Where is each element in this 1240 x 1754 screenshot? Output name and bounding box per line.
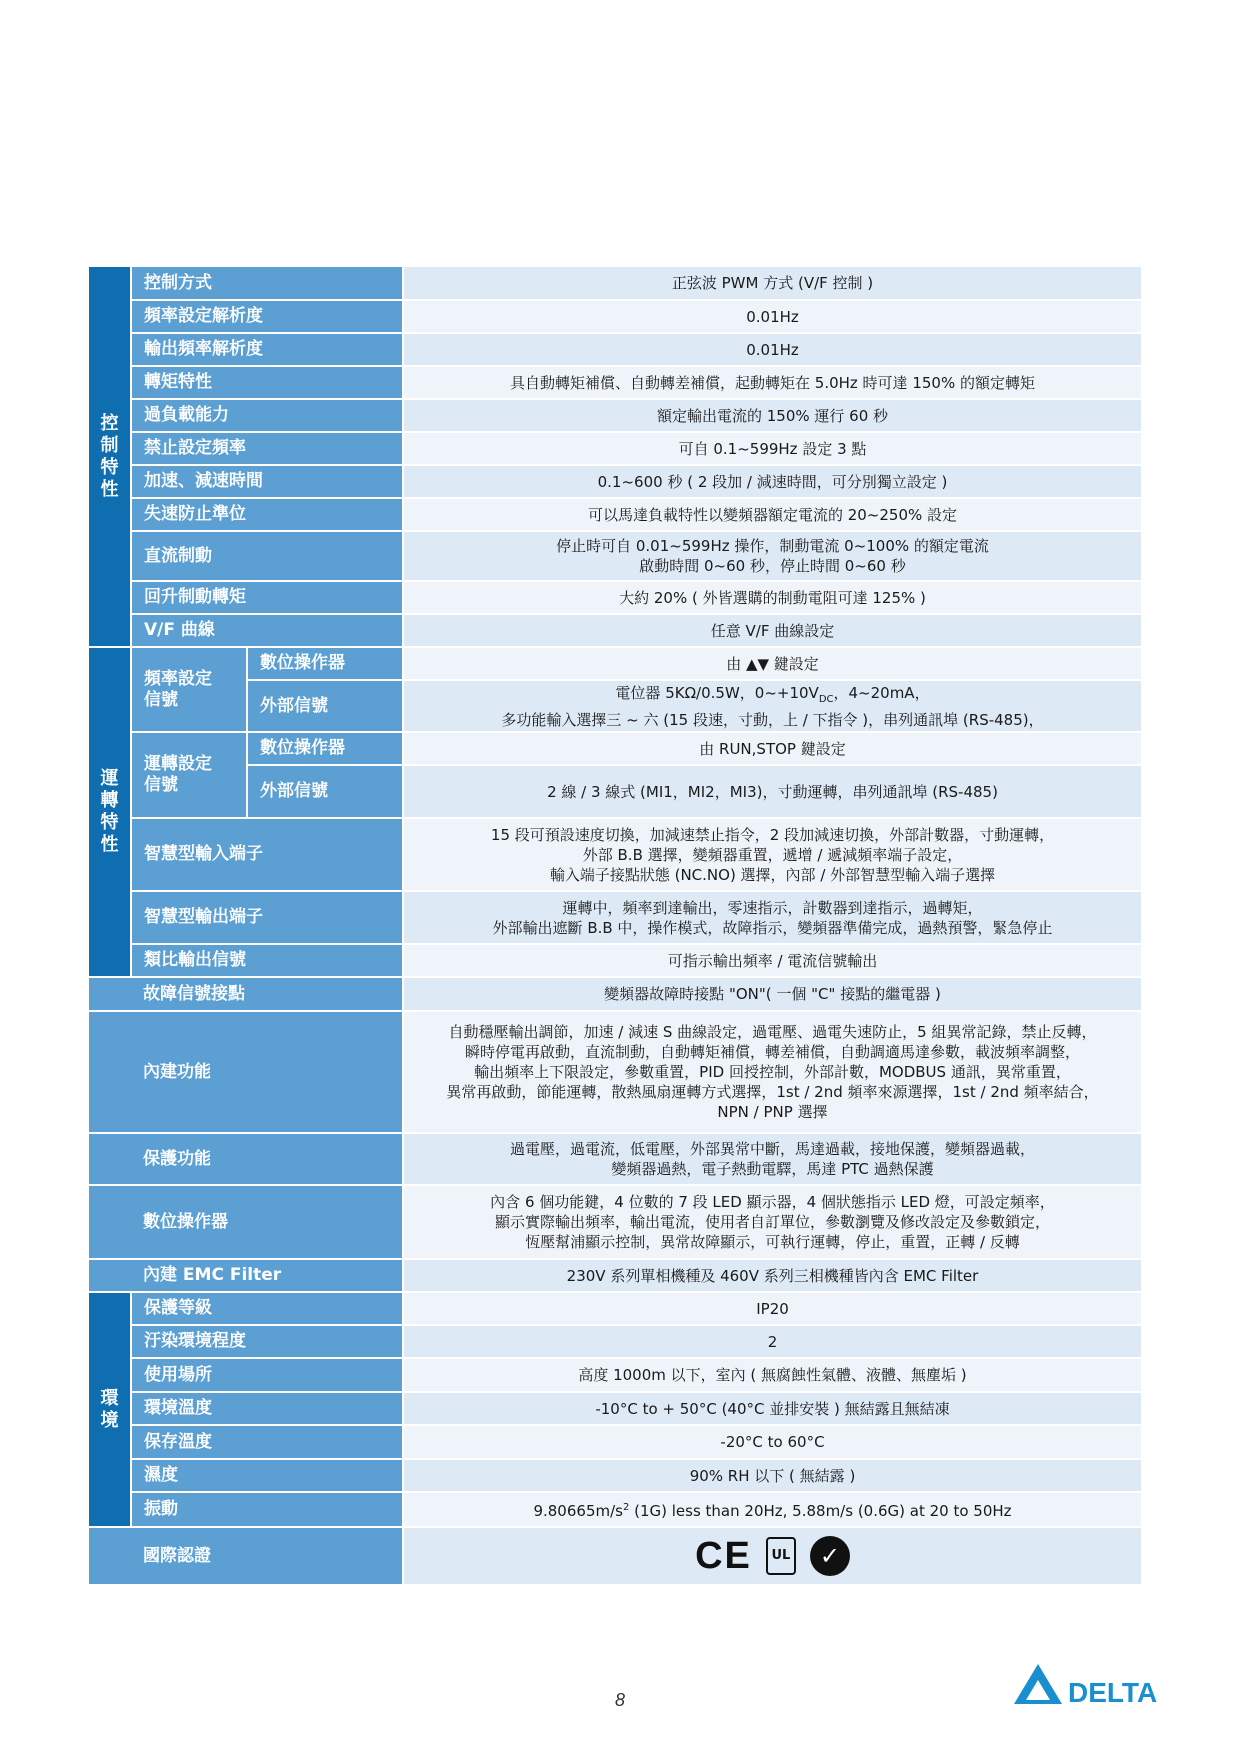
row-value (403, 1492, 1141, 1527)
table-row (89, 732, 1141, 765)
row-label: 輸出頻率解析度 (131, 333, 403, 366)
table-row (89, 465, 1141, 498)
table-row (89, 366, 1141, 399)
row-sublabel: 數位操作器 (247, 732, 403, 765)
row-label (131, 732, 247, 818)
row-value: IP20 (403, 1292, 1141, 1325)
row-label: V/F 曲線 (131, 614, 403, 647)
row-label: 轉矩特性 (131, 366, 403, 399)
row-value (403, 680, 1141, 732)
row-label: 智慧型輸入端子 (131, 818, 403, 891)
table-row (89, 614, 1141, 647)
value-line: 多功能輸入選擇三 ~ 六 (15 段速，寸動，上 / 下指令 )，串列通訊埠 (RS-485)， (501, 710, 1044, 729)
value-subscript: DC (818, 693, 834, 705)
row-label: 失速防止準位 (131, 498, 403, 531)
row-value: 由 ▲▼ 鍵設定 (403, 647, 1141, 680)
page-number: 8 (614, 1690, 625, 1710)
table-row (89, 765, 1141, 818)
row-label: 內建功能 (89, 1011, 403, 1133)
row-label: 保護等級 (131, 1292, 403, 1325)
value-line: 外部 B.B 選擇，變頻器重置，遞增 / 遞減頻率端子設定， (582, 845, 963, 864)
row-value: 2 (403, 1325, 1141, 1358)
row-value: 90% RH 以下 ( 無結露 ) (403, 1459, 1141, 1492)
table-row (89, 1011, 1141, 1133)
table-row (89, 1492, 1141, 1527)
table-row (89, 1358, 1141, 1392)
table-row (89, 300, 1141, 333)
row-value (403, 891, 1141, 944)
row-label: 數位操作器 (89, 1185, 403, 1259)
spec-table (89, 267, 1141, 1586)
row-label: 控制方式 (131, 267, 403, 300)
value-part: 電位器 5KΩ/0.5W，0~+10V (615, 683, 819, 702)
row-value (403, 1011, 1141, 1133)
table-row (89, 399, 1141, 432)
row-label: 濕度 (131, 1459, 403, 1492)
table-row (89, 977, 1141, 1011)
row-label: 國際認證 (89, 1527, 403, 1585)
row-value (403, 1527, 1141, 1585)
group-operation (89, 647, 131, 977)
label-line: 信號 (144, 689, 178, 710)
row-value: 2 線 / 3 線式 (MI1，MI2，MI3)，寸動運轉，串列通訊埠 (RS-485) (403, 765, 1141, 818)
group-control (89, 267, 131, 647)
value-line: 輸入端子接點狀態 (NC.NO) 選擇，內部 / 外部智慧型輸入端子選擇 (549, 865, 996, 884)
row-value: 任意 V/F 曲線設定 (403, 614, 1141, 647)
c-tick-mark-icon (810, 1536, 850, 1576)
row-label: 振動 (131, 1492, 403, 1527)
table-row (89, 680, 1141, 732)
table-row (89, 1425, 1141, 1459)
row-value: 由 RUN,STOP 鍵設定 (403, 732, 1141, 765)
row-value: 可以馬達負載特性以變頻器額定電流的 20~250% 設定 (403, 498, 1141, 531)
row-value (403, 818, 1141, 891)
row-value (403, 531, 1141, 581)
value-line: NPN / PNP 選擇 (717, 1103, 828, 1121)
row-value: -20°C to 60°C (403, 1425, 1141, 1459)
label-line: 運轉設定 (144, 754, 212, 774)
row-label: 過負載能力 (131, 399, 403, 432)
cert-marks (412, 1536, 1133, 1576)
table-row (89, 1527, 1141, 1585)
row-label: 內建 EMC Filter (89, 1259, 403, 1292)
table-row (89, 333, 1141, 366)
row-label: 加速、減速時間 (131, 465, 403, 498)
row-label: 保存溫度 (131, 1425, 403, 1459)
table-row (89, 1133, 1141, 1185)
row-value (403, 1133, 1141, 1185)
label-line: 信號 (144, 775, 178, 795)
row-label: 回升制動轉矩 (131, 581, 403, 614)
table-row (89, 498, 1141, 531)
value-line: 啟動時間 0~60 秒，停止時間 0~60 秒 (639, 557, 906, 575)
table-row (89, 1185, 1141, 1259)
row-label: 保護功能 (89, 1133, 403, 1185)
row-value: 可指示輸出頻率 / 電流信號輸出 (403, 944, 1141, 977)
row-value: -10°C to + 50°C (40°C 並排安裝 ) 無結露且無結凍 (403, 1392, 1141, 1425)
group-operation-text: 運轉特性 (100, 768, 119, 855)
row-label: 故障信號接點 (89, 977, 403, 1011)
table-row (89, 647, 1141, 680)
row-value: 大約 20% ( 外皆選購的制動電阻可達 125% ) (403, 581, 1141, 614)
row-value (403, 1185, 1141, 1259)
row-value: 正弦波 PWM 方式 (V/F 控制 ) (403, 267, 1141, 300)
table-row (89, 1325, 1141, 1358)
value-line: 過電壓，過電流，低電壓，外部異常中斷，馬達過載，接地保護，變頻器過載， (509, 1140, 1035, 1158)
table-row (89, 891, 1141, 944)
table-row (89, 581, 1141, 614)
group-environment (89, 1292, 131, 1527)
table-row (89, 531, 1141, 581)
row-label: 類比輸出信號 (131, 944, 403, 977)
value-line: 內含 6 個功能鍵，4 位數的 7 段 LED 顯示器，4 個狀態指示 LED 燈，可設定頻率， (490, 1193, 1055, 1211)
value-line: 瞬時停電再啟動，直流制動，自動轉矩補償，轉差補償，自動調適馬達參數，載波頻率調整， (464, 1043, 1080, 1061)
value-part: 9.80665m/s (533, 1502, 623, 1520)
value-part: (1G) less than 20Hz, 5.88m/s (0.6G) at 20 to 50Hz (629, 1502, 1012, 1520)
row-sublabel: 外部信號 (247, 680, 403, 732)
group-environment-text: 環境 (100, 1387, 119, 1431)
row-value: 可自 0.1~599Hz 設定 3 點 (403, 432, 1141, 465)
row-value: 高度 1000m 以下，室內 ( 無腐蝕性氣體、液體、無塵垢 ) (403, 1358, 1141, 1392)
value-line: 變頻器過熱，電子熱動電驛，馬達 PTC 過熱保護 (611, 1160, 934, 1178)
table-row (89, 1392, 1141, 1425)
ul-mark-icon (766, 1537, 796, 1575)
row-sublabel: 外部信號 (247, 765, 403, 818)
value-line: 外部輸出遮斷 B.B 中，操作模式，故障指示，變頻器準備完成，過熱預警，緊急停止 (492, 918, 1053, 937)
value-line: 運轉中，頻率到達輸出，零速指示，計數器到達指示，過轉矩， (562, 898, 983, 917)
value-line: 異常再啟動，節能運轉，散熱風扇運轉方式選擇，1st / 2nd 頻率來源選擇，1st / 2nd 頻率結合， (446, 1083, 1099, 1101)
row-label: 智慧型輸出端子 (131, 891, 403, 944)
value-superscript: 2 (622, 1502, 630, 1513)
value-line: 自動穩壓輸出調節，加速 / 減速 S 曲線設定，過電壓、過電失速防止，5 組異常記錄，禁止反轉， (448, 1023, 1097, 1041)
row-value: 變頻器故障時接點 "ON"( 一個 "C" 接點的繼電器 ) (403, 977, 1141, 1011)
value-line (412, 683, 1133, 710)
row-label: 禁止設定頻率 (131, 432, 403, 465)
value-part: ，4~20mA， (833, 683, 930, 702)
table-row (89, 944, 1141, 977)
row-label: 汙染環境程度 (131, 1325, 403, 1358)
row-sublabel: 數位操作器 (247, 647, 403, 680)
c-tick-mark-text: ✓ (819, 1542, 840, 1570)
row-label: 直流制動 (131, 531, 403, 581)
row-label: 頻率設定解析度 (131, 300, 403, 333)
row-value: 230V 系列單相機種及 460V 系列三相機種皆內含 EMC Filter (403, 1259, 1141, 1292)
value-line: 停止時可自 0.01~599Hz 操作，制動電流 0~100% 的額定電流 (556, 537, 989, 555)
table-row (89, 818, 1141, 891)
row-value: 具自動轉矩補償、自動轉差補償，起動轉矩在 5.0Hz 時可達 150% 的額定轉矩 (403, 366, 1141, 399)
table-row (89, 1259, 1141, 1292)
value-line: 輸出頻率上下限設定，參數重置，PID 回授控制，外部計數，MODBUS 通訊，異常重置， (474, 1063, 1071, 1081)
delta-logo (1010, 1660, 1170, 1708)
ce-mark-icon: CE (695, 1535, 752, 1577)
table-row (89, 1292, 1141, 1325)
row-value: 0.01Hz (403, 300, 1141, 333)
table-row (89, 1459, 1141, 1492)
label-line: 頻率設定 (144, 668, 212, 689)
row-value: 額定輸出電流的 150% 運行 60 秒 (403, 399, 1141, 432)
ul-mark-text: UL (771, 1548, 791, 1563)
row-label (131, 647, 247, 732)
value-line: 15 段可預設速度切換，加減速禁止指令，2 段加減速切換，外部計數器，寸動運轉， (490, 825, 1055, 844)
delta-logo-text: DELTA (1068, 1677, 1158, 1708)
group-control-text: 控制特性 (100, 412, 119, 500)
row-label: 使用場所 (131, 1358, 403, 1392)
table-row (89, 267, 1141, 300)
row-value: 0.1~600 秒 ( 2 段加 / 減速時間，可分別獨立設定 ) (403, 465, 1141, 498)
delta-logo-icon (1010, 1660, 1170, 1708)
row-label: 環境溫度 (131, 1392, 403, 1425)
table-row (89, 432, 1141, 465)
value-line: 顯示實際輸出頻率，輸出電流，使用者自訂單位，參數瀏覽及修改設定及參數鎖定， (494, 1213, 1050, 1231)
row-value: 0.01Hz (403, 333, 1141, 366)
value-line: 恆壓幫浦顯示控制，異常故障顯示，可執行運轉，停止，重置，正轉 / 反轉 (525, 1233, 1020, 1251)
